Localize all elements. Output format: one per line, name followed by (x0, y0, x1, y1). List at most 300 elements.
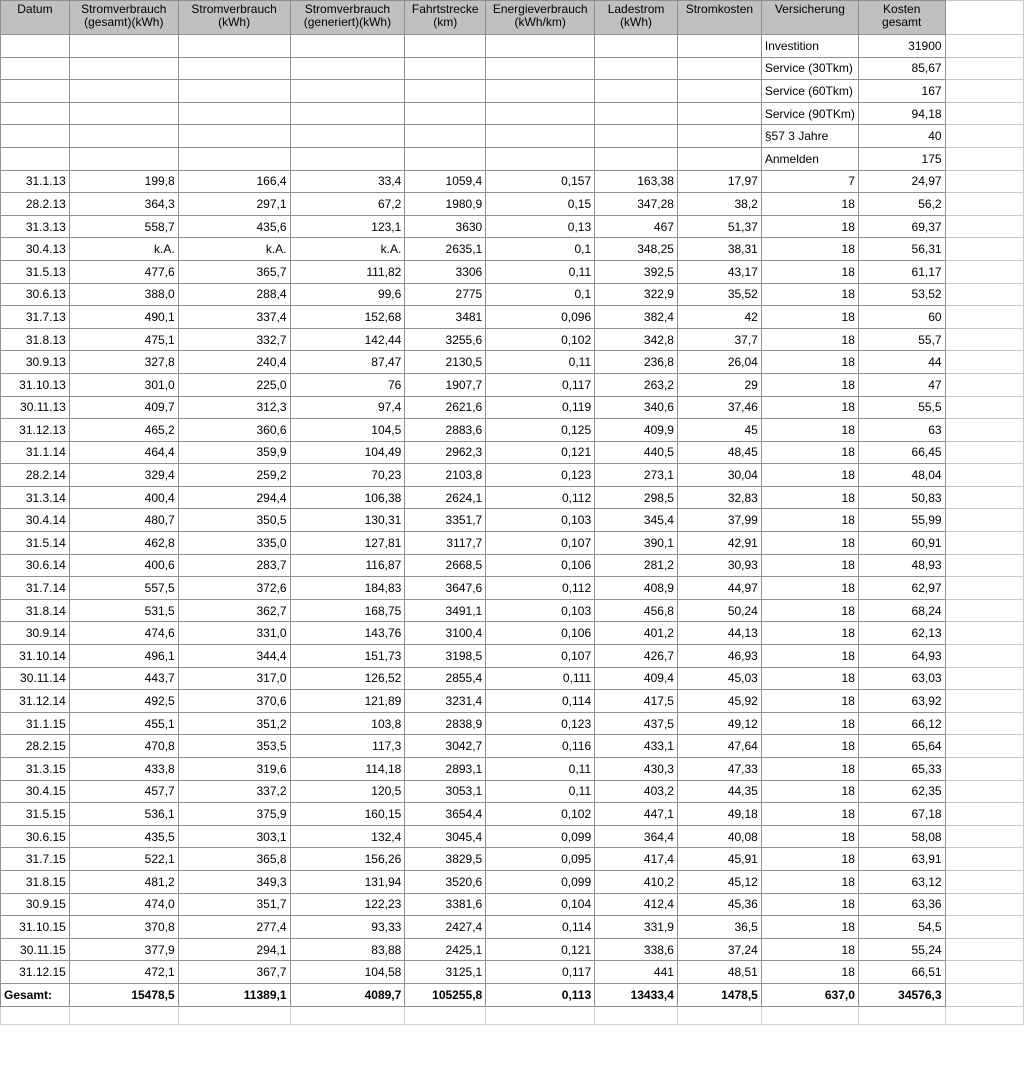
data-cell[interactable]: 0,114 (486, 916, 595, 939)
empty-cell[interactable] (945, 396, 1023, 419)
total-cell[interactable]: 34576,3 (858, 983, 945, 1006)
empty-cell[interactable] (69, 57, 178, 80)
total-cell[interactable]: 105255,8 (405, 983, 486, 1006)
empty-cell[interactable] (945, 35, 1023, 58)
total-cell[interactable]: 4089,7 (290, 983, 405, 1006)
data-cell[interactable]: 18 (761, 283, 858, 306)
data-cell[interactable]: 557,5 (69, 577, 178, 600)
data-cell[interactable]: 338,6 (595, 938, 678, 961)
empty-cell[interactable] (290, 125, 405, 148)
empty-cell[interactable] (945, 893, 1023, 916)
data-cell[interactable]: 531,5 (69, 599, 178, 622)
data-cell[interactable]: 18 (761, 622, 858, 645)
data-cell[interactable]: 18 (761, 803, 858, 826)
data-cell[interactable]: 0,125 (486, 419, 595, 442)
data-cell[interactable]: 18 (761, 916, 858, 939)
data-cell[interactable]: 18 (761, 870, 858, 893)
data-cell[interactable]: 294,4 (178, 486, 290, 509)
data-cell[interactable]: 344,4 (178, 645, 290, 668)
empty-cell[interactable] (945, 328, 1023, 351)
data-cell[interactable]: 99,6 (290, 283, 405, 306)
empty-cell[interactable] (178, 1006, 290, 1024)
data-cell[interactable]: 0,15 (486, 193, 595, 216)
data-cell[interactable]: 322,9 (595, 283, 678, 306)
empty-cell[interactable] (178, 147, 290, 170)
empty-cell[interactable] (945, 735, 1023, 758)
data-cell[interactable]: 0,13 (486, 215, 595, 238)
data-cell[interactable]: 48,93 (858, 554, 945, 577)
data-cell[interactable]: 18 (761, 441, 858, 464)
data-cell[interactable]: 400,4 (69, 486, 178, 509)
data-cell[interactable]: 464,4 (69, 441, 178, 464)
data-cell[interactable]: 24,97 (858, 170, 945, 193)
data-cell[interactable]: 3654,4 (405, 803, 486, 826)
data-cell[interactable]: 36,5 (677, 916, 761, 939)
empty-cell[interactable] (945, 690, 1023, 713)
data-cell[interactable]: 18 (761, 215, 858, 238)
empty-cell[interactable] (945, 983, 1023, 1006)
data-cell[interactable]: 467 (595, 215, 678, 238)
empty-cell[interactable] (1, 57, 70, 80)
empty-cell[interactable] (945, 125, 1023, 148)
data-cell[interactable]: 470,8 (69, 735, 178, 758)
data-cell[interactable]: 160,15 (290, 803, 405, 826)
empty-cell[interactable] (945, 848, 1023, 871)
data-cell[interactable]: 50,24 (677, 599, 761, 622)
data-cell[interactable]: 440,5 (595, 441, 678, 464)
data-cell[interactable]: 225,0 (178, 373, 290, 396)
empty-cell[interactable] (405, 147, 486, 170)
empty-cell[interactable] (290, 80, 405, 103)
data-cell[interactable]: 0,112 (486, 577, 595, 600)
empty-cell[interactable] (595, 102, 678, 125)
data-cell[interactable]: 558,7 (69, 215, 178, 238)
empty-cell[interactable] (486, 147, 595, 170)
empty-cell[interactable] (945, 1, 1023, 35)
data-cell[interactable]: 0,103 (486, 509, 595, 532)
total-cell[interactable]: 0,113 (486, 983, 595, 1006)
data-cell[interactable]: 55,7 (858, 328, 945, 351)
data-cell[interactable]: 51,37 (677, 215, 761, 238)
data-cell[interactable]: 33,4 (290, 170, 405, 193)
data-cell[interactable]: 106,38 (290, 486, 405, 509)
data-cell[interactable]: 60 (858, 306, 945, 329)
data-cell[interactable]: 18 (761, 396, 858, 419)
data-cell[interactable]: 3481 (405, 306, 486, 329)
data-cell[interactable]: 3491,1 (405, 599, 486, 622)
data-cell[interactable]: 156,26 (290, 848, 405, 871)
data-cell[interactable]: 0,1 (486, 238, 595, 261)
empty-cell[interactable] (69, 1006, 178, 1024)
data-cell[interactable]: 2635,1 (405, 238, 486, 261)
data-cell[interactable]: 30,04 (677, 464, 761, 487)
data-cell[interactable]: 54,5 (858, 916, 945, 939)
data-cell[interactable]: 48,04 (858, 464, 945, 487)
date-cell[interactable]: 31.8.14 (1, 599, 70, 622)
data-cell[interactable]: 0,107 (486, 645, 595, 668)
data-cell[interactable]: 45,36 (677, 893, 761, 916)
data-cell[interactable]: 2624,1 (405, 486, 486, 509)
data-cell[interactable]: 37,46 (677, 396, 761, 419)
empty-cell[interactable] (1, 80, 70, 103)
date-cell[interactable]: 31.7.13 (1, 306, 70, 329)
data-cell[interactable]: 3381,6 (405, 893, 486, 916)
data-cell[interactable]: 240,4 (178, 351, 290, 374)
empty-cell[interactable] (405, 1006, 486, 1024)
data-cell[interactable]: 474,0 (69, 893, 178, 916)
data-cell[interactable]: 50,83 (858, 486, 945, 509)
empty-cell[interactable] (1, 147, 70, 170)
data-cell[interactable]: 49,18 (677, 803, 761, 826)
totals-label[interactable]: Gesamt: (1, 983, 70, 1006)
data-cell[interactable]: 1907,7 (405, 373, 486, 396)
data-cell[interactable]: 400,6 (69, 554, 178, 577)
data-cell[interactable]: 166,4 (178, 170, 290, 193)
data-cell[interactable]: 116,87 (290, 554, 405, 577)
empty-cell[interactable] (945, 306, 1023, 329)
data-cell[interactable]: 44,13 (677, 622, 761, 645)
data-cell[interactable]: 70,23 (290, 464, 405, 487)
data-cell[interactable]: 48,51 (677, 961, 761, 984)
empty-cell[interactable] (945, 803, 1023, 826)
data-cell[interactable]: 126,52 (290, 667, 405, 690)
column-header[interactable]: Versicherung (761, 1, 858, 35)
data-cell[interactable]: 18 (761, 645, 858, 668)
data-cell[interactable]: 30,93 (677, 554, 761, 577)
data-cell[interactable]: 0,157 (486, 170, 595, 193)
empty-cell[interactable] (945, 441, 1023, 464)
empty-cell[interactable] (595, 1006, 678, 1024)
empty-cell[interactable] (69, 125, 178, 148)
data-cell[interactable]: 66,51 (858, 961, 945, 984)
data-cell[interactable]: 38,31 (677, 238, 761, 261)
data-cell[interactable]: 53,52 (858, 283, 945, 306)
data-cell[interactable]: 60,91 (858, 532, 945, 555)
data-cell[interactable]: 18 (761, 193, 858, 216)
data-cell[interactable]: 0,102 (486, 328, 595, 351)
empty-cell[interactable] (1, 102, 70, 125)
data-cell[interactable]: 365,8 (178, 848, 290, 871)
data-cell[interactable]: 18 (761, 238, 858, 261)
data-cell[interactable]: 331,9 (595, 916, 678, 939)
empty-cell[interactable] (290, 102, 405, 125)
empty-cell[interactable] (945, 283, 1023, 306)
data-cell[interactable]: 2883,6 (405, 419, 486, 442)
data-cell[interactable]: 317,0 (178, 667, 290, 690)
empty-cell[interactable] (945, 916, 1023, 939)
empty-cell[interactable] (945, 938, 1023, 961)
empty-cell[interactable] (677, 102, 761, 125)
date-cell[interactable]: 31.1.15 (1, 712, 70, 735)
data-cell[interactable]: 18 (761, 373, 858, 396)
date-cell[interactable]: 31.8.15 (1, 870, 70, 893)
data-cell[interactable]: 184,83 (290, 577, 405, 600)
data-cell[interactable]: 2103,8 (405, 464, 486, 487)
data-cell[interactable]: 481,2 (69, 870, 178, 893)
empty-cell[interactable] (405, 80, 486, 103)
date-cell[interactable]: 31.12.14 (1, 690, 70, 713)
data-cell[interactable]: 2775 (405, 283, 486, 306)
data-cell[interactable]: 18 (761, 667, 858, 690)
data-cell[interactable]: 1980,9 (405, 193, 486, 216)
empty-cell[interactable] (595, 35, 678, 58)
data-cell[interactable]: 441 (595, 961, 678, 984)
data-cell[interactable]: 409,9 (595, 419, 678, 442)
date-cell[interactable]: 31.5.14 (1, 532, 70, 555)
data-cell[interactable]: 351,7 (178, 893, 290, 916)
data-cell[interactable]: 122,23 (290, 893, 405, 916)
data-cell[interactable]: 297,1 (178, 193, 290, 216)
empty-cell[interactable] (945, 712, 1023, 735)
data-cell[interactable]: 26,04 (677, 351, 761, 374)
date-cell[interactable]: 30.4.14 (1, 509, 70, 532)
empty-cell[interactable] (761, 1006, 858, 1024)
data-cell[interactable]: 472,1 (69, 961, 178, 984)
data-cell[interactable]: 44,97 (677, 577, 761, 600)
empty-cell[interactable] (945, 554, 1023, 577)
data-cell[interactable]: 0,106 (486, 554, 595, 577)
data-cell[interactable]: 0,123 (486, 712, 595, 735)
data-cell[interactable]: 332,7 (178, 328, 290, 351)
data-cell[interactable]: 3045,4 (405, 825, 486, 848)
empty-cell[interactable] (405, 102, 486, 125)
empty-cell[interactable] (945, 825, 1023, 848)
data-cell[interactable]: 327,8 (69, 351, 178, 374)
data-cell[interactable]: 48,45 (677, 441, 761, 464)
data-cell[interactable]: 303,1 (178, 825, 290, 848)
data-cell[interactable]: 283,7 (178, 554, 290, 577)
data-cell[interactable]: 18 (761, 825, 858, 848)
empty-cell[interactable] (945, 961, 1023, 984)
data-cell[interactable]: 47,64 (677, 735, 761, 758)
data-cell[interactable]: 409,4 (595, 667, 678, 690)
empty-cell[interactable] (595, 80, 678, 103)
empty-cell[interactable] (69, 147, 178, 170)
date-cell[interactable]: 31.5.13 (1, 260, 70, 283)
data-cell[interactable]: 151,73 (290, 645, 405, 668)
date-cell[interactable]: 30.6.13 (1, 283, 70, 306)
data-cell[interactable]: 43,17 (677, 260, 761, 283)
data-cell[interactable]: 111,82 (290, 260, 405, 283)
empty-cell[interactable] (945, 419, 1023, 442)
data-cell[interactable]: 47 (858, 373, 945, 396)
data-cell[interactable]: 55,99 (858, 509, 945, 532)
data-cell[interactable]: 0,107 (486, 532, 595, 555)
data-cell[interactable]: 130,31 (290, 509, 405, 532)
data-cell[interactable]: 65,64 (858, 735, 945, 758)
data-cell[interactable]: 382,4 (595, 306, 678, 329)
data-cell[interactable]: 18 (761, 509, 858, 532)
empty-cell[interactable] (486, 102, 595, 125)
data-cell[interactable]: 56,2 (858, 193, 945, 216)
data-cell[interactable]: 69,37 (858, 215, 945, 238)
data-cell[interactable]: 0,111 (486, 667, 595, 690)
empty-cell[interactable] (1, 125, 70, 148)
cost-item-label[interactable]: Anmelden (761, 147, 858, 170)
data-cell[interactable]: 18 (761, 961, 858, 984)
cost-item-label[interactable]: Service (90TKm) (761, 102, 858, 125)
data-cell[interactable]: 480,7 (69, 509, 178, 532)
empty-cell[interactable] (178, 57, 290, 80)
data-cell[interactable]: 45,92 (677, 690, 761, 713)
column-header[interactable]: Stromverbrauch (kWh) (178, 1, 290, 35)
cost-item-value[interactable]: 167 (858, 80, 945, 103)
data-cell[interactable]: 392,5 (595, 260, 678, 283)
data-cell[interactable]: 294,1 (178, 938, 290, 961)
data-cell[interactable]: 312,3 (178, 396, 290, 419)
data-cell[interactable]: 37,24 (677, 938, 761, 961)
empty-cell[interactable] (1, 1006, 70, 1024)
data-cell[interactable]: 46,93 (677, 645, 761, 668)
data-cell[interactable]: 37,7 (677, 328, 761, 351)
data-cell[interactable]: 18 (761, 599, 858, 622)
data-cell[interactable]: 0,099 (486, 825, 595, 848)
data-cell[interactable]: 263,2 (595, 373, 678, 396)
date-cell[interactable]: 31.8.13 (1, 328, 70, 351)
data-cell[interactable]: 103,8 (290, 712, 405, 735)
empty-cell[interactable] (945, 193, 1023, 216)
empty-cell[interactable] (290, 57, 405, 80)
data-cell[interactable]: 42,91 (677, 532, 761, 555)
data-cell[interactable]: 83,88 (290, 938, 405, 961)
data-cell[interactable]: 273,1 (595, 464, 678, 487)
data-cell[interactable]: 63,36 (858, 893, 945, 916)
empty-cell[interactable] (945, 667, 1023, 690)
date-cell[interactable]: 28.2.15 (1, 735, 70, 758)
cost-item-value[interactable]: 175 (858, 147, 945, 170)
data-cell[interactable]: 63,03 (858, 667, 945, 690)
empty-cell[interactable] (858, 1006, 945, 1024)
data-cell[interactable]: 3053,1 (405, 780, 486, 803)
data-cell[interactable]: 0,102 (486, 803, 595, 826)
data-cell[interactable]: 93,33 (290, 916, 405, 939)
data-cell[interactable]: 433,8 (69, 758, 178, 781)
date-cell[interactable]: 30.4.13 (1, 238, 70, 261)
data-cell[interactable]: 45,12 (677, 870, 761, 893)
empty-cell[interactable] (178, 102, 290, 125)
empty-cell[interactable] (945, 870, 1023, 893)
empty-cell[interactable] (945, 80, 1023, 103)
empty-cell[interactable] (945, 215, 1023, 238)
data-cell[interactable]: 42 (677, 306, 761, 329)
data-cell[interactable]: 2893,1 (405, 758, 486, 781)
data-cell[interactable]: 104,49 (290, 441, 405, 464)
cost-item-label[interactable]: §57 3 Jahre (761, 125, 858, 148)
empty-cell[interactable] (178, 35, 290, 58)
empty-cell[interactable] (945, 622, 1023, 645)
data-cell[interactable]: 0,106 (486, 622, 595, 645)
data-cell[interactable]: 76 (290, 373, 405, 396)
data-cell[interactable]: 0,116 (486, 735, 595, 758)
empty-cell[interactable] (945, 351, 1023, 374)
data-cell[interactable]: 168,75 (290, 599, 405, 622)
data-cell[interactable]: 455,1 (69, 712, 178, 735)
data-cell[interactable]: 3829,5 (405, 848, 486, 871)
data-cell[interactable]: 490,1 (69, 306, 178, 329)
data-cell[interactable]: 492,5 (69, 690, 178, 713)
data-cell[interactable]: 319,6 (178, 758, 290, 781)
column-header[interactable]: Datum (1, 1, 70, 35)
cost-item-label[interactable]: Service (60Tkm) (761, 80, 858, 103)
date-cell[interactable]: 28.2.14 (1, 464, 70, 487)
data-cell[interactable]: 0,112 (486, 486, 595, 509)
data-cell[interactable]: 474,6 (69, 622, 178, 645)
data-cell[interactable]: 66,45 (858, 441, 945, 464)
empty-cell[interactable] (486, 80, 595, 103)
data-cell[interactable]: 360,6 (178, 419, 290, 442)
date-cell[interactable]: 31.3.13 (1, 215, 70, 238)
empty-cell[interactable] (945, 1006, 1023, 1024)
data-cell[interactable]: 417,4 (595, 848, 678, 871)
empty-cell[interactable] (945, 238, 1023, 261)
date-cell[interactable]: 30.11.15 (1, 938, 70, 961)
data-cell[interactable]: 18 (761, 735, 858, 758)
empty-cell[interactable] (945, 645, 1023, 668)
data-cell[interactable]: 45 (677, 419, 761, 442)
data-cell[interactable]: 351,2 (178, 712, 290, 735)
data-cell[interactable]: 87,47 (290, 351, 405, 374)
empty-cell[interactable] (945, 486, 1023, 509)
empty-cell[interactable] (178, 80, 290, 103)
data-cell[interactable]: 17,97 (677, 170, 761, 193)
empty-cell[interactable] (677, 80, 761, 103)
data-cell[interactable]: 61,17 (858, 260, 945, 283)
cost-item-label[interactable]: Service (30Tkm) (761, 57, 858, 80)
data-cell[interactable]: 3100,4 (405, 622, 486, 645)
data-cell[interactable]: 152,68 (290, 306, 405, 329)
date-cell[interactable]: 31.10.13 (1, 373, 70, 396)
empty-cell[interactable] (486, 57, 595, 80)
column-header[interactable]: Stromverbrauch (gesamt)(kWh) (69, 1, 178, 35)
data-cell[interactable]: 364,3 (69, 193, 178, 216)
total-cell[interactable]: 15478,5 (69, 983, 178, 1006)
data-cell[interactable]: 388,0 (69, 283, 178, 306)
data-cell[interactable]: 0,114 (486, 690, 595, 713)
data-cell[interactable]: 477,6 (69, 260, 178, 283)
data-cell[interactable]: 301,0 (69, 373, 178, 396)
empty-cell[interactable] (945, 577, 1023, 600)
cost-item-value[interactable]: 85,67 (858, 57, 945, 80)
date-cell[interactable]: 31.7.14 (1, 577, 70, 600)
data-cell[interactable]: 496,1 (69, 645, 178, 668)
data-cell[interactable]: 163,38 (595, 170, 678, 193)
date-cell[interactable]: 30.11.13 (1, 396, 70, 419)
data-cell[interactable]: 18 (761, 486, 858, 509)
data-cell[interactable]: k.A. (178, 238, 290, 261)
data-cell[interactable]: 0,121 (486, 938, 595, 961)
date-cell[interactable]: 31.3.15 (1, 758, 70, 781)
empty-cell[interactable] (677, 125, 761, 148)
data-cell[interactable]: 0,117 (486, 373, 595, 396)
data-cell[interactable]: 0,099 (486, 870, 595, 893)
data-cell[interactable]: 390,1 (595, 532, 678, 555)
data-cell[interactable]: 340,6 (595, 396, 678, 419)
data-cell[interactable]: 435,5 (69, 825, 178, 848)
column-header[interactable]: Ladestrom (kWh) (595, 1, 678, 35)
date-cell[interactable]: 31.5.15 (1, 803, 70, 826)
data-cell[interactable]: 0,11 (486, 780, 595, 803)
data-cell[interactable]: k.A. (69, 238, 178, 261)
data-cell[interactable]: 121,89 (290, 690, 405, 713)
data-cell[interactable]: 38,2 (677, 193, 761, 216)
data-cell[interactable]: 58,08 (858, 825, 945, 848)
data-cell[interactable]: 66,12 (858, 712, 945, 735)
data-cell[interactable]: 18 (761, 464, 858, 487)
data-cell[interactable]: 443,7 (69, 667, 178, 690)
data-cell[interactable]: 370,6 (178, 690, 290, 713)
date-cell[interactable]: 30.11.14 (1, 667, 70, 690)
data-cell[interactable]: 18 (761, 893, 858, 916)
